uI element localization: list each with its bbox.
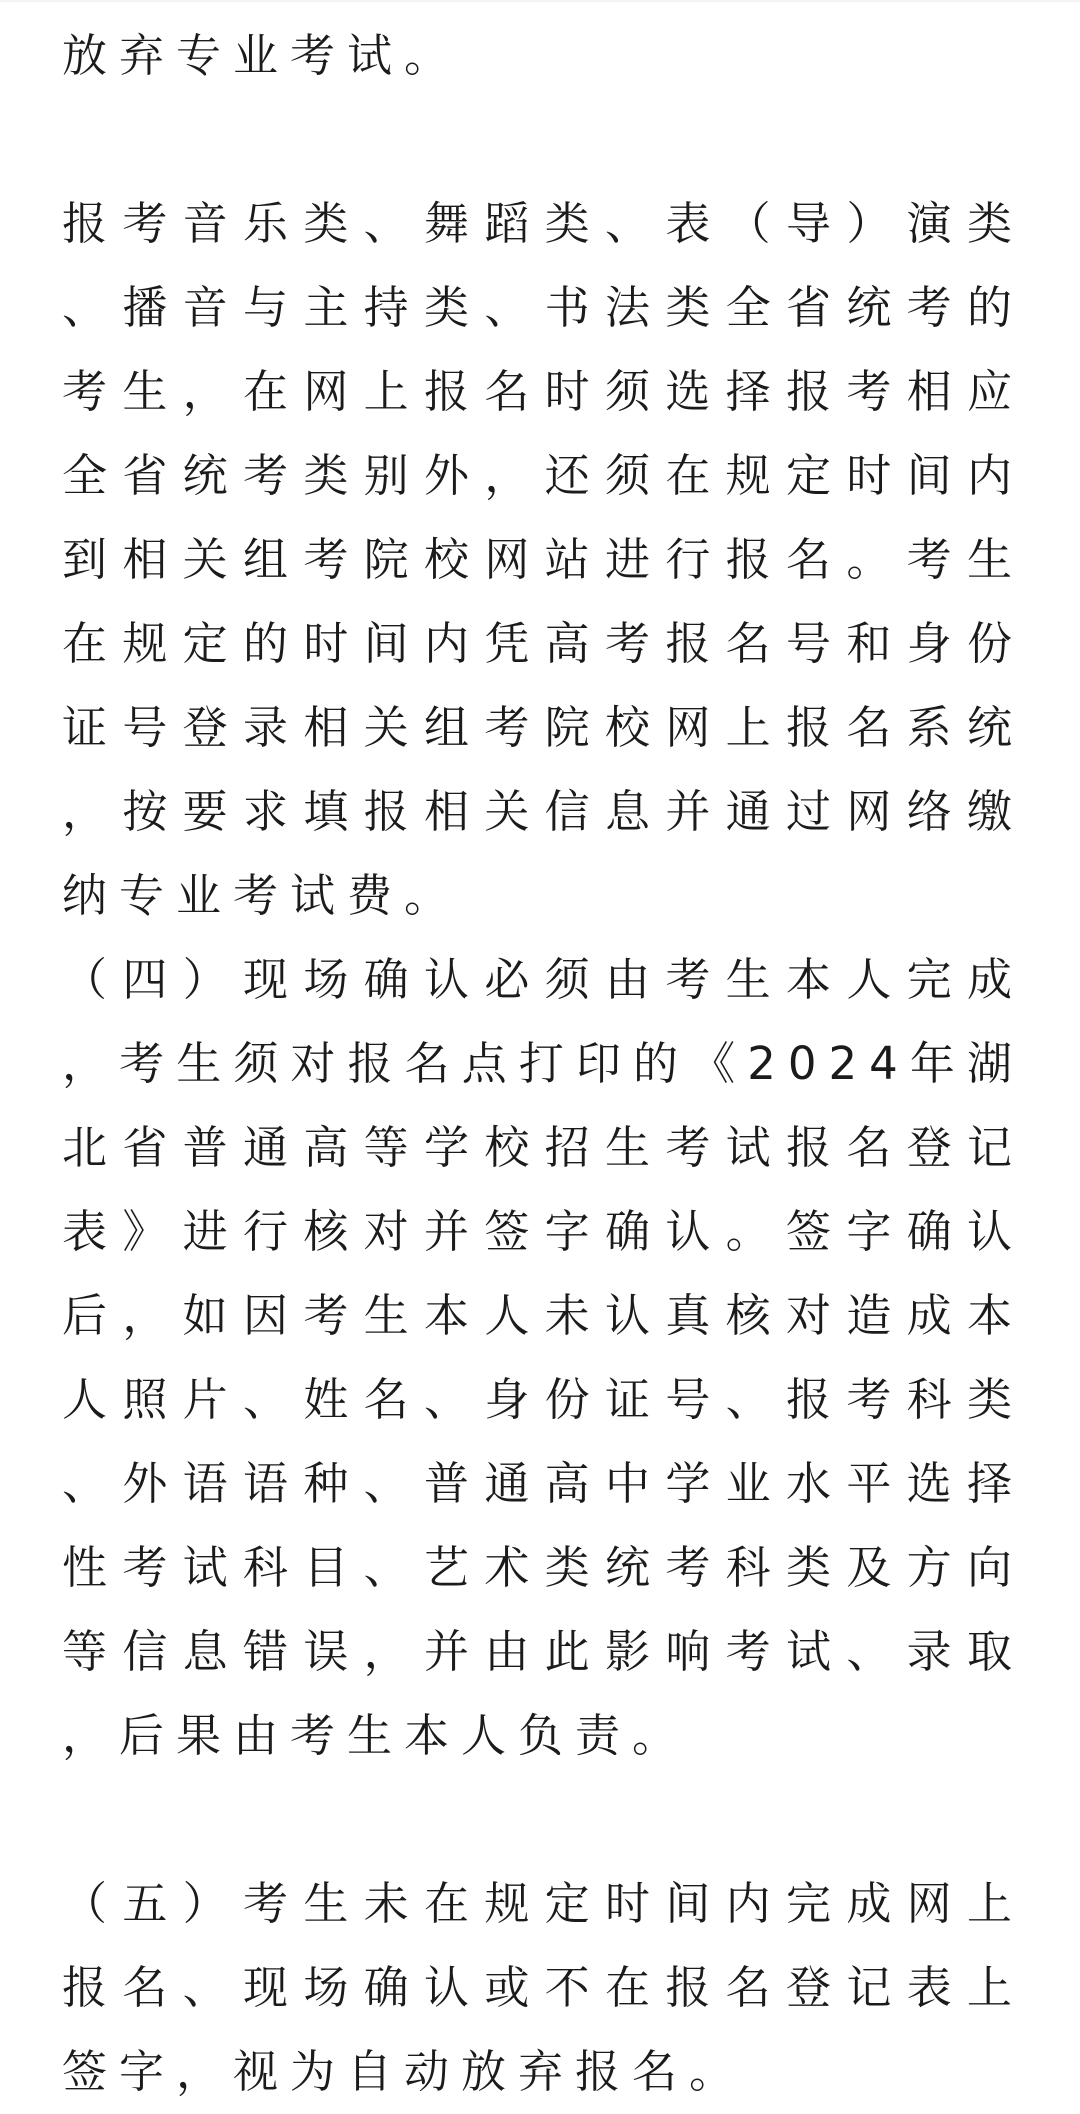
article-body	[62, 0, 1024, 2114]
paragraph-2: 报考音乐类、舞蹈类、表（导）演类、播音与主持类、书法类全省统考的考生，在网上报名时须选择报考相应全省统考类别外，还须在规定时间内到相关组考院校网站进行报名。考生在规定的时间内凭高考报名号和身份证号登录相关组考院校网上报名系统，按要求填报相关信息并通过网络缴纳专业考试费。	[62, 197, 1024, 922]
paragraph-3: （四）现场确认必须由考生本人完成，考生须对报名点打印的《2024年湖北省普通高等学校招生考试报名登记表》进行核对并签字确认。签字确认后，如因考生本人未认真核对造成本人照片、姓名、身份证号、报考科类、外语语种、普通高中学业水平选择性考试科目、艺术类统考科类及方向等信息错误，并由此影响考试、录取，后果由考生本人负责。	[62, 953, 1024, 1762]
paragraph-1: 放弃专业考试。	[62, 29, 462, 82]
paragraph-4: （五）考生未在规定时间内完成网上报名、现场确认或不在报名登记表上签字，视为自动放弃报名。	[62, 1877, 1024, 2098]
